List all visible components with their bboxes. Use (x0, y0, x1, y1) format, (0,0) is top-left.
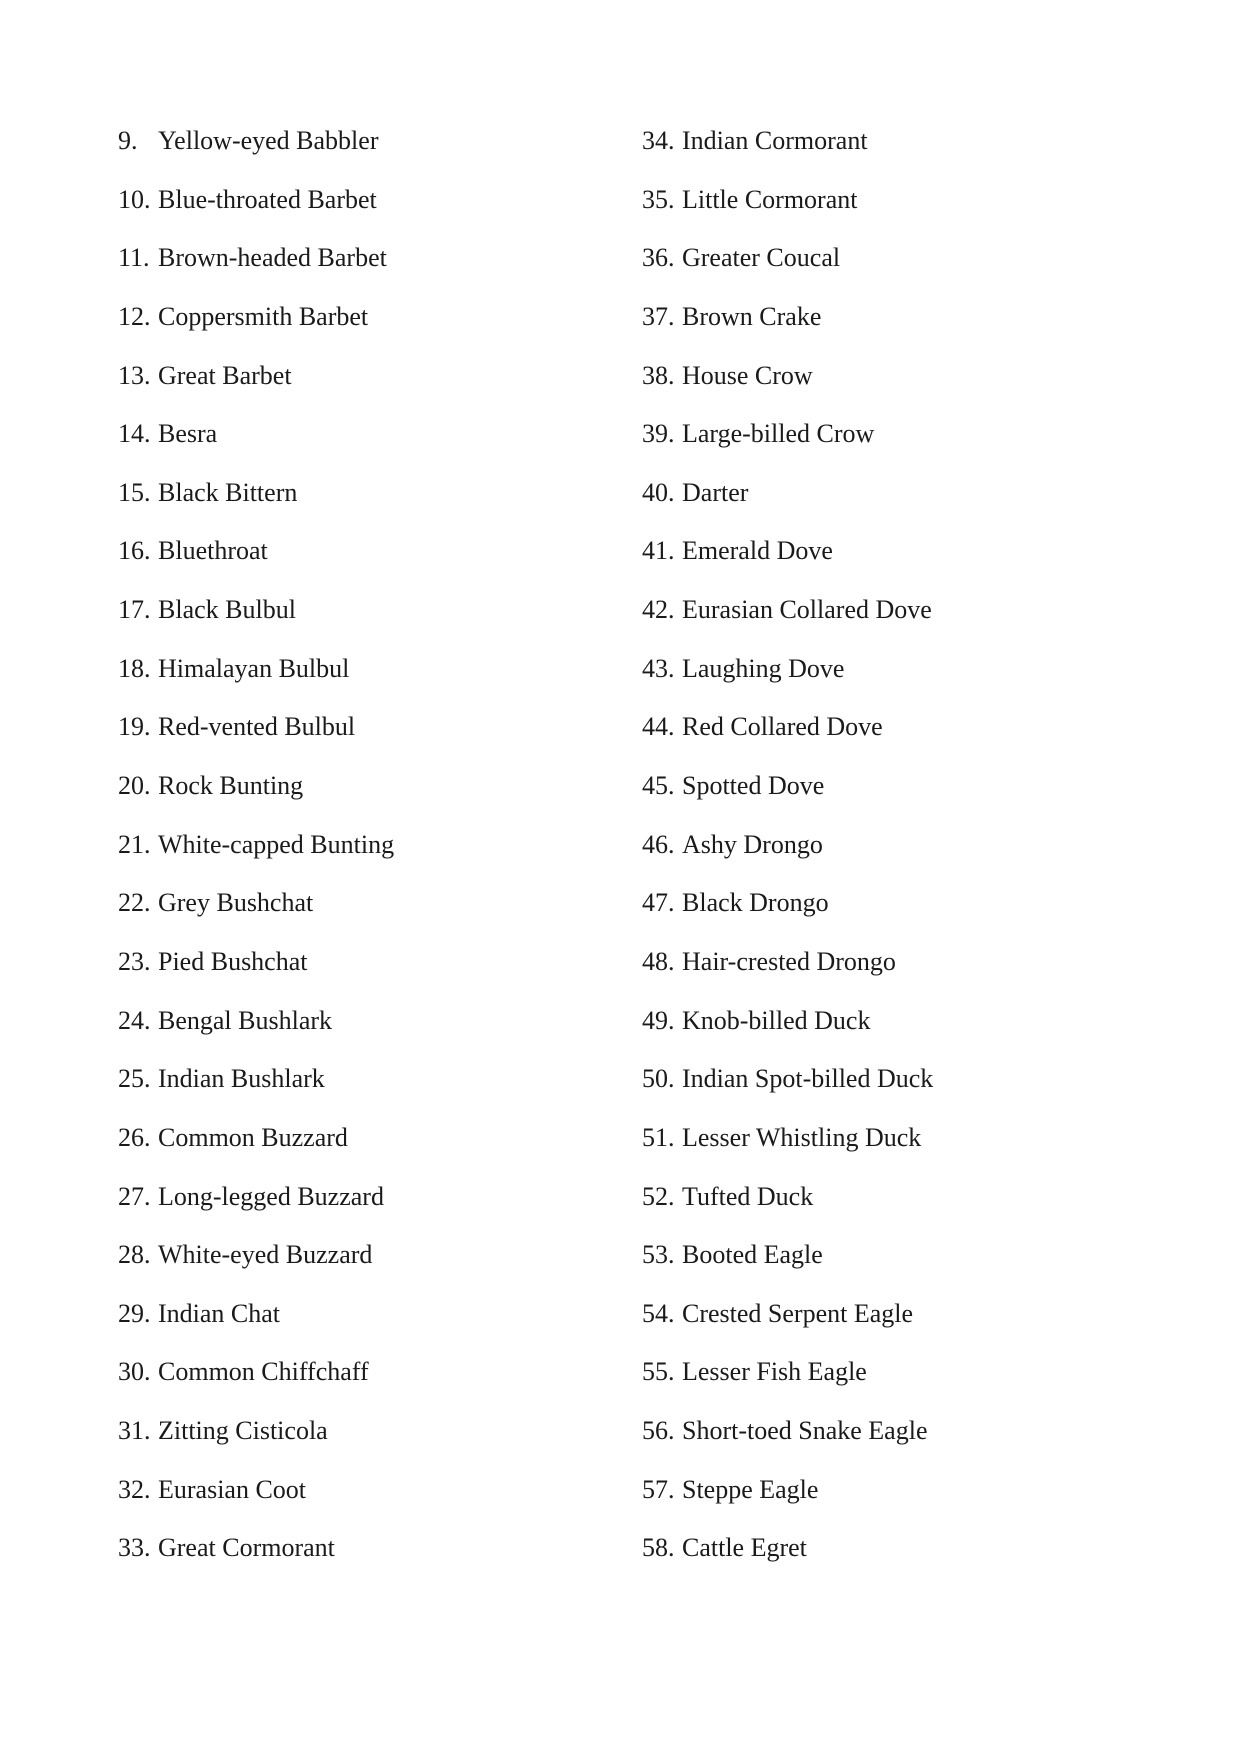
list-item (118, 1057, 394, 1116)
list-item-number: 16. (118, 536, 151, 566)
list-item-number: 28. (118, 1240, 151, 1270)
list-item (642, 823, 933, 882)
list-item-bird-name: Steppe Eagle (682, 1474, 819, 1504)
list-item (118, 1526, 394, 1585)
list-item (642, 354, 933, 413)
list-item-number: 9. (118, 126, 138, 155)
list-item-number: 19. (118, 712, 151, 742)
list-item-number: 34. (642, 126, 675, 155)
list-item-bird-name: Lesser Fish Eagle (682, 1357, 867, 1387)
list-item-bird-name: White-eyed Buzzard (158, 1240, 373, 1270)
list-item-bird-name: Common Chiffchaff (158, 1357, 369, 1387)
list-item-bird-name: Lesser Whistling Duck (682, 1122, 922, 1152)
list-item-number: 14. (118, 419, 151, 449)
list-item-number: 32. (118, 1474, 151, 1504)
list-item-number: 44. (642, 712, 675, 742)
list-item (118, 823, 394, 882)
list-item-bird-name: Booted Eagle (682, 1240, 823, 1270)
list-item (642, 764, 933, 823)
list-item-bird-name: Grey Bushchat (158, 888, 314, 918)
list-item-bird-name: Tufted Duck (682, 1181, 814, 1211)
list-item-number: 40. (642, 477, 675, 507)
list-item (642, 178, 933, 237)
list-item (118, 471, 394, 530)
list-item (118, 1350, 394, 1409)
list-item-number: 11. (118, 243, 150, 273)
list-item-bird-name: Blue-throated Barbet (158, 184, 377, 214)
list-item-bird-name: Black Bittern (158, 477, 298, 507)
list-item-number: 51. (642, 1122, 675, 1152)
list-item-number: 54. (642, 1298, 675, 1328)
list-item (118, 1409, 394, 1468)
list-item-bird-name: Laughing Dove (682, 653, 845, 683)
list-item-bird-name: Great Barbet (158, 360, 292, 390)
list-item-number: 37. (642, 301, 675, 331)
list-item (118, 588, 394, 647)
list-item (642, 705, 933, 764)
list-item-bird-name: Hair-crested Drongo (682, 946, 896, 976)
list-item-number: 33. (118, 1533, 151, 1563)
list-item-number: 49. (642, 1005, 675, 1035)
list-item (118, 881, 394, 940)
list-item (642, 1292, 933, 1351)
list-item-number: 46. (642, 829, 675, 859)
list-item (118, 236, 394, 295)
list-item-number: 48. (642, 946, 675, 976)
list-item-bird-name: Short-toed Snake Eagle (682, 1416, 928, 1446)
list-item (642, 1057, 933, 1116)
list-item-number: 24. (118, 1005, 151, 1035)
list-item-bird-name: Crested Serpent Eagle (682, 1298, 914, 1328)
list-item-bird-name: Black Bulbul (158, 595, 296, 625)
list-item-bird-name: Pied Bushchat (158, 946, 308, 976)
list-item-bird-name: Darter (682, 477, 749, 507)
list-item (642, 588, 933, 647)
list-item-number: 56. (642, 1416, 675, 1446)
list-item (118, 1468, 394, 1527)
bird-list-right-column (642, 119, 933, 1585)
list-item-number: 17. (118, 595, 151, 625)
list-item-number: 35. (642, 184, 675, 214)
list-item-number: 13. (118, 360, 151, 390)
list-item-bird-name: Large-billed Crow (682, 419, 875, 449)
list-item (642, 1350, 933, 1409)
list-item (642, 1233, 933, 1292)
list-item-bird-name: Long-legged Buzzard (158, 1181, 384, 1211)
list-item-bird-name: Coppersmith Barbet (158, 301, 369, 331)
list-item (118, 119, 394, 178)
list-item-bird-name: Knob-billed Duck (682, 1005, 871, 1035)
list-item-number: 42. (642, 595, 675, 625)
list-item-bird-name: Besra (158, 419, 218, 449)
list-item-bird-name: White-capped Bunting (158, 829, 395, 859)
list-item-number: 36. (642, 243, 675, 273)
list-item-bird-name: Greater Coucal (682, 243, 841, 273)
list-item-number: 25. (118, 1064, 151, 1094)
list-item-number: 27. (118, 1181, 151, 1211)
list-item-bird-name: Cattle Egret (682, 1533, 807, 1563)
list-item-bird-name: Ashy Drongo (682, 829, 823, 859)
list-item-number: 23. (118, 946, 151, 976)
list-item (642, 940, 933, 999)
list-item-bird-name: Yellow-eyed Babbler (158, 126, 379, 155)
list-item-number: 26. (118, 1122, 151, 1152)
list-item (118, 764, 394, 823)
list-item-number: 53. (642, 1240, 675, 1270)
list-item (642, 412, 933, 471)
bird-list-left-column (118, 119, 394, 1585)
list-item-number: 43. (642, 653, 675, 683)
list-item-bird-name: Red-vented Bulbul (158, 712, 356, 742)
list-item-number: 15. (118, 477, 151, 507)
list-item-number: 55. (642, 1357, 675, 1387)
list-item (642, 1175, 933, 1234)
list-item (642, 529, 933, 588)
list-item-number: 31. (118, 1416, 151, 1446)
list-item (118, 705, 394, 764)
list-item-number: 30. (118, 1357, 151, 1387)
list-item-bird-name: Indian Chat (158, 1298, 281, 1328)
list-item-bird-name: Bengal Bushlark (158, 1005, 333, 1035)
list-item-bird-name: Himalayan Bulbul (158, 653, 350, 683)
list-item-bird-name: Eurasian Collared Dove (682, 595, 932, 625)
list-item-number: 57. (642, 1474, 675, 1504)
list-item-bird-name: Great Cormorant (158, 1533, 335, 1563)
list-item-bird-name: Brown Crake (682, 301, 822, 331)
list-item (642, 471, 933, 530)
list-item-number: 20. (118, 771, 151, 801)
list-item (642, 1468, 933, 1527)
list-item-number: 21. (118, 829, 151, 859)
list-item (642, 119, 933, 178)
list-item-bird-name: Little Cormorant (682, 184, 858, 214)
list-item-number: 12. (118, 301, 151, 331)
list-item-number: 45. (642, 771, 675, 801)
list-item (118, 940, 394, 999)
list-item-bird-name: House Crow (682, 360, 813, 390)
list-item (642, 999, 933, 1058)
list-item-bird-name: Indian Spot-billed Duck (682, 1064, 934, 1094)
list-item-number: 50. (642, 1064, 675, 1094)
list-item-number: 10. (118, 184, 151, 214)
list-item-bird-name: Emerald Dove (682, 536, 833, 566)
list-item (642, 295, 933, 354)
list-item (642, 1526, 933, 1585)
list-item (642, 1409, 933, 1468)
list-item (642, 647, 933, 706)
list-item-bird-name: Common Buzzard (158, 1122, 348, 1152)
list-item-number: 41. (642, 536, 675, 566)
list-item (118, 999, 394, 1058)
list-item-number: 18. (118, 653, 151, 683)
list-item (118, 295, 394, 354)
list-item-number: 58. (642, 1533, 675, 1563)
list-item (642, 881, 933, 940)
list-item (642, 236, 933, 295)
list-item-bird-name: Indian Cormorant (682, 126, 868, 155)
list-item-bird-name: Black Drongo (682, 888, 829, 918)
list-item (118, 1233, 394, 1292)
list-item (118, 647, 394, 706)
list-item-number: 47. (642, 888, 675, 918)
list-item (118, 1116, 394, 1175)
list-item (118, 529, 394, 588)
list-item-number: 22. (118, 888, 151, 918)
list-item-bird-name: Spotted Dove (682, 771, 825, 801)
list-item (118, 412, 394, 471)
list-item (118, 1175, 394, 1234)
list-item-number: 39. (642, 419, 675, 449)
list-item-bird-name: Indian Bushlark (158, 1064, 325, 1094)
list-item-bird-name: Eurasian Coot (158, 1474, 307, 1504)
list-item-number: 38. (642, 360, 675, 390)
list-item (118, 354, 394, 413)
list-item-bird-name: Brown-headed Barbet (158, 243, 387, 273)
list-item-bird-name: Zitting Cisticola (158, 1416, 328, 1446)
list-item-number: 52. (642, 1181, 675, 1211)
list-item-bird-name: Bluethroat (158, 536, 268, 566)
list-item (118, 1292, 394, 1351)
list-item-bird-name: Rock Bunting (158, 771, 304, 801)
list-item-number: 29. (118, 1298, 151, 1328)
list-item (642, 1116, 933, 1175)
list-item (118, 178, 394, 237)
list-item-bird-name: Red Collared Dove (682, 712, 883, 742)
